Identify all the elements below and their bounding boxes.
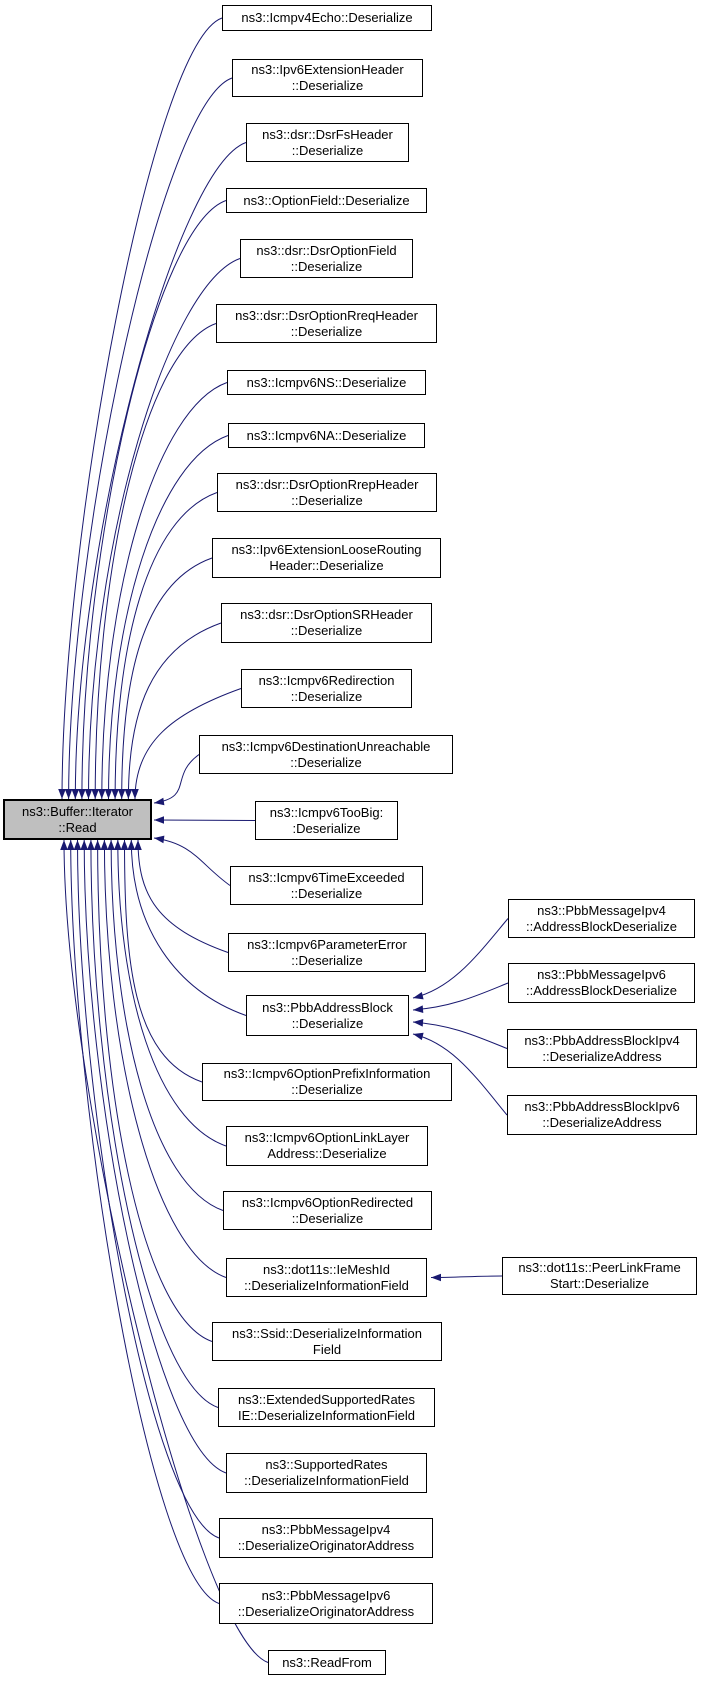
graph-node-pbb-address-block-ipv6[interactable] (507, 1095, 697, 1135)
graph-node-ipv6-extension-loose-routing-header[interactable] (212, 538, 441, 578)
call-edge (413, 983, 508, 1010)
graph-node-pbb-message-ipv4-originator[interactable] (219, 1518, 433, 1558)
graph-node-dsr-option-rreq-header[interactable] (216, 304, 437, 343)
graph-node-label: ::DeserializeOriginatorAddress (237, 1538, 415, 1553)
graph-node-label: ::Deserialize (290, 885, 363, 901)
graph-node-label: ns3::Icmpv6NS::Deserialize (246, 374, 407, 390)
graph-node-label: ::DeserializeInformationField (244, 1473, 409, 1488)
graph-node-supported-rates[interactable] (226, 1453, 427, 1493)
graph-node-label: ns3::Icmpv6TooBig: (269, 804, 384, 820)
graph-node-label: ::AddressBlockDeserialize (525, 918, 677, 934)
graph-node-label: ns3::Ipv6ExtensionHeader (251, 62, 404, 77)
arrowhead-icon (74, 840, 82, 850)
arrowhead-icon (107, 840, 115, 850)
graph-node-icmpv6-too-big[interactable] (255, 801, 398, 840)
graph-node-dsr-option-rrep-header[interactable] (217, 473, 437, 512)
graph-node-label: ns3::PbbMessageIpv4 (261, 1522, 391, 1537)
arrowhead-icon (101, 840, 109, 850)
graph-node-label: ::DeserializeOriginatorAddress (237, 1603, 415, 1619)
graph-node-label: ::Deserialize (291, 492, 363, 508)
graph-node-label: ns3::Ipv6ExtensionLooseRouting (231, 542, 422, 557)
graph-node-label: ::AddressBlockDeserialize (525, 983, 677, 998)
graph-node-label: ns3::PbbMessageIpv4 (537, 902, 666, 918)
graph-node-label: ::Deserialize (290, 623, 363, 638)
graph-node-label: ::Deserialize (291, 1210, 364, 1226)
graph-node-dsr-option-sr-header[interactable] (221, 603, 432, 643)
graph-node-label: ::Deserialize (290, 258, 363, 274)
arrowhead-icon (80, 840, 88, 850)
graph-node-label: ns3::dsr::DsrFsHeader (262, 126, 393, 142)
graph-node-icmpv6-na[interactable] (228, 423, 425, 448)
graph-node-icmpv6-option-prefix-information[interactable] (202, 1063, 452, 1101)
graph-node-label: ns3::PbbAddressBlock (262, 999, 393, 1015)
arrowhead-icon (118, 789, 126, 799)
graph-node-label: ns3::dsr::DsrOptionField (256, 242, 397, 258)
call-edge (138, 840, 228, 953)
call-edge (95, 324, 216, 800)
arrowhead-icon (94, 840, 102, 850)
graph-node-ipv6-extension-header[interactable] (232, 59, 423, 97)
graph-node-label: ::Deserialize (290, 688, 363, 704)
graph-node-label: ns3::Buffer::Iterator (21, 803, 134, 819)
graph-node-label: Start::Deserialize (550, 1276, 649, 1291)
arrowhead-icon (98, 789, 106, 799)
arrowhead-icon (85, 789, 93, 799)
graph-node-label: ns3::OptionField::Deserialize (243, 192, 410, 208)
arrowhead-icon (65, 789, 73, 799)
graph-node-label: ns3::Ssid::DeserializeInformation (231, 1325, 423, 1341)
arrowhead-icon (58, 789, 66, 799)
arrowhead-icon (87, 840, 95, 850)
arrowhead-icon (72, 789, 80, 799)
graph-node-icmpv6-redirection[interactable] (241, 669, 412, 708)
arrowhead-icon (134, 840, 142, 850)
call-edge (154, 820, 255, 821)
graph-node-label: ns3::PbbMessageIpv6 (537, 967, 666, 982)
graph-node-label: ns3::ReadFrom (282, 1654, 372, 1670)
graph-node-option-field[interactable] (226, 188, 427, 213)
graph-node-label: ::Deserialize (291, 1082, 363, 1097)
graph-node-icmpv6-ns[interactable] (227, 370, 426, 395)
graph-node-label: ::Deserialize (291, 952, 363, 968)
arrowhead-icon (154, 816, 164, 824)
graph-node-label: ::Deserialize (290, 323, 363, 339)
graph-node-icmpv6-destination-unreachable[interactable] (199, 735, 453, 774)
graph-node-label: ns3::dot11s::IeMeshId (263, 1261, 390, 1277)
graph-node-pbb-message-ipv6-originator[interactable] (219, 1583, 433, 1624)
graph-node-ssid-deserialize-information-field[interactable] (212, 1322, 442, 1361)
call-edge (111, 840, 223, 1211)
call-edge (154, 838, 230, 886)
arrowhead-icon (60, 840, 68, 850)
graph-node-label: ns3::SupportedRates (265, 1457, 388, 1472)
call-edge (413, 1022, 507, 1049)
graph-node-label: ::DeserializeAddress (542, 1048, 662, 1064)
call-edge (431, 1276, 502, 1278)
graph-node-label: ns3::ExtendedSupportedRates (237, 1391, 416, 1407)
graph-node-label: ns3::Icmpv6Redirection (258, 672, 395, 688)
graph-node-label: ::DeserializeAddress (542, 1115, 662, 1130)
graph-node-label: ns3::dsr::DsrOptionSRHeader (240, 607, 413, 622)
graph-node-label: IE::DeserializeInformationField (237, 1407, 416, 1423)
arrowhead-icon (413, 992, 424, 999)
graph-node-label: ns3::Icmpv6DestinationUnreachable (221, 738, 431, 754)
graph-node-icmpv4-echo[interactable] (222, 5, 432, 31)
arrowhead-icon (91, 789, 99, 799)
arrowhead-icon (128, 840, 136, 850)
arrowhead-icon (413, 1033, 424, 1040)
graph-node-label: ns3::Icmpv6NA::Deserialize (246, 427, 407, 443)
graph-node-icmpv6-parameter-error[interactable] (228, 933, 426, 972)
graph-node-dsr-option-field[interactable] (240, 239, 413, 278)
graph-node-label: Address::Deserialize (267, 1146, 387, 1161)
arrowhead-icon (413, 1005, 423, 1013)
arrowhead-icon (154, 836, 164, 844)
graph-node-label: Header::Deserialize (269, 558, 384, 573)
graph-node-label: ns3::PbbAddressBlockIpv6 (524, 1099, 680, 1114)
graph-node-read-from[interactable] (268, 1650, 386, 1675)
graph-node-label: ns3::dsr::DsrOptionRrepHeader (235, 476, 419, 492)
call-edge (154, 755, 199, 804)
graph-node-label: ::Deserialize (291, 78, 364, 93)
graph-node-label: ::Deserialize (291, 142, 364, 158)
graph-node-label: ns3::Icmpv6OptionLinkLayer (244, 1130, 410, 1145)
graph-node-label: ns3::dsr::DsrOptionRreqHeader (235, 307, 418, 323)
graph-node-dsr-fs-header[interactable] (246, 123, 409, 162)
graph-node-label: Field (312, 1341, 342, 1357)
graph-node-label: ns3::Icmpv6OptionPrefixInformation (223, 1066, 431, 1081)
graph-node-label: :Deserialize (292, 820, 361, 836)
graph-node-label: ns3::Icmpv6OptionRedirected (241, 1194, 414, 1210)
arrowhead-icon (67, 840, 75, 850)
call-edge (82, 201, 226, 800)
graph-node-dot11s-ie-mesh-id[interactable] (226, 1258, 427, 1297)
graph-node-pbb-address-block-ipv4[interactable] (507, 1029, 697, 1068)
graph-node-label: ns3::PbbMessageIpv6 (261, 1587, 391, 1603)
graph-node-pbb-message-ipv6-address-block[interactable] (508, 963, 695, 1003)
call-edge (125, 840, 203, 1082)
arrowhead-icon (78, 789, 86, 799)
graph-node-label: ns3::PbbAddressBlockIpv4 (524, 1032, 680, 1048)
graph-node-label: ns3::Icmpv6ParameterError (247, 936, 407, 952)
arrowhead-icon (431, 1274, 441, 1282)
call-edge (98, 840, 212, 1342)
graph-node-pbb-message-ipv4-address-block[interactable] (508, 899, 695, 938)
graph-node-icmpv6-option-redirected[interactable] (223, 1191, 432, 1230)
graph-node-label: ::DeserializeInformationField (244, 1277, 409, 1293)
arrowhead-icon (131, 789, 139, 799)
arrowhead-icon (121, 840, 129, 850)
graph-node-label: ns3::dot11s::PeerLinkFrame (518, 1260, 681, 1275)
graph-node-label: ::Deserialize (290, 754, 362, 770)
graph-node-label: ::Read (58, 819, 97, 835)
arrowhead-icon (413, 1019, 423, 1027)
arrowhead-icon (105, 789, 113, 799)
graph-node-dot11s-peer-link-frame-start[interactable] (502, 1257, 697, 1295)
arrowhead-icon (111, 789, 119, 799)
graph-node-label: ::Deserialize (291, 1015, 364, 1031)
call-edge (84, 840, 226, 1473)
call-edge (413, 919, 508, 999)
graph-node-pbb-address-block[interactable] (246, 995, 409, 1036)
call-edge (131, 840, 246, 1016)
arrowhead-icon (125, 789, 133, 799)
graph-node-icmpv6-option-link-layer-address[interactable] (226, 1126, 428, 1166)
graph-node-icmpv6-time-exceeded[interactable] (230, 866, 423, 905)
arrowhead-icon (114, 840, 122, 850)
call-edge (104, 840, 226, 1278)
arrowhead-icon (154, 798, 164, 806)
graph-node-read (3, 799, 152, 840)
graph-node-label: ns3::Icmpv6TimeExceeded (248, 869, 405, 885)
graph-node-label: ns3::Icmpv4Echo::Deserialize (241, 10, 413, 25)
call-edge (71, 840, 219, 1604)
graph-node-extended-supported-rates-ie[interactable] (218, 1388, 435, 1427)
call-edge (91, 840, 218, 1408)
